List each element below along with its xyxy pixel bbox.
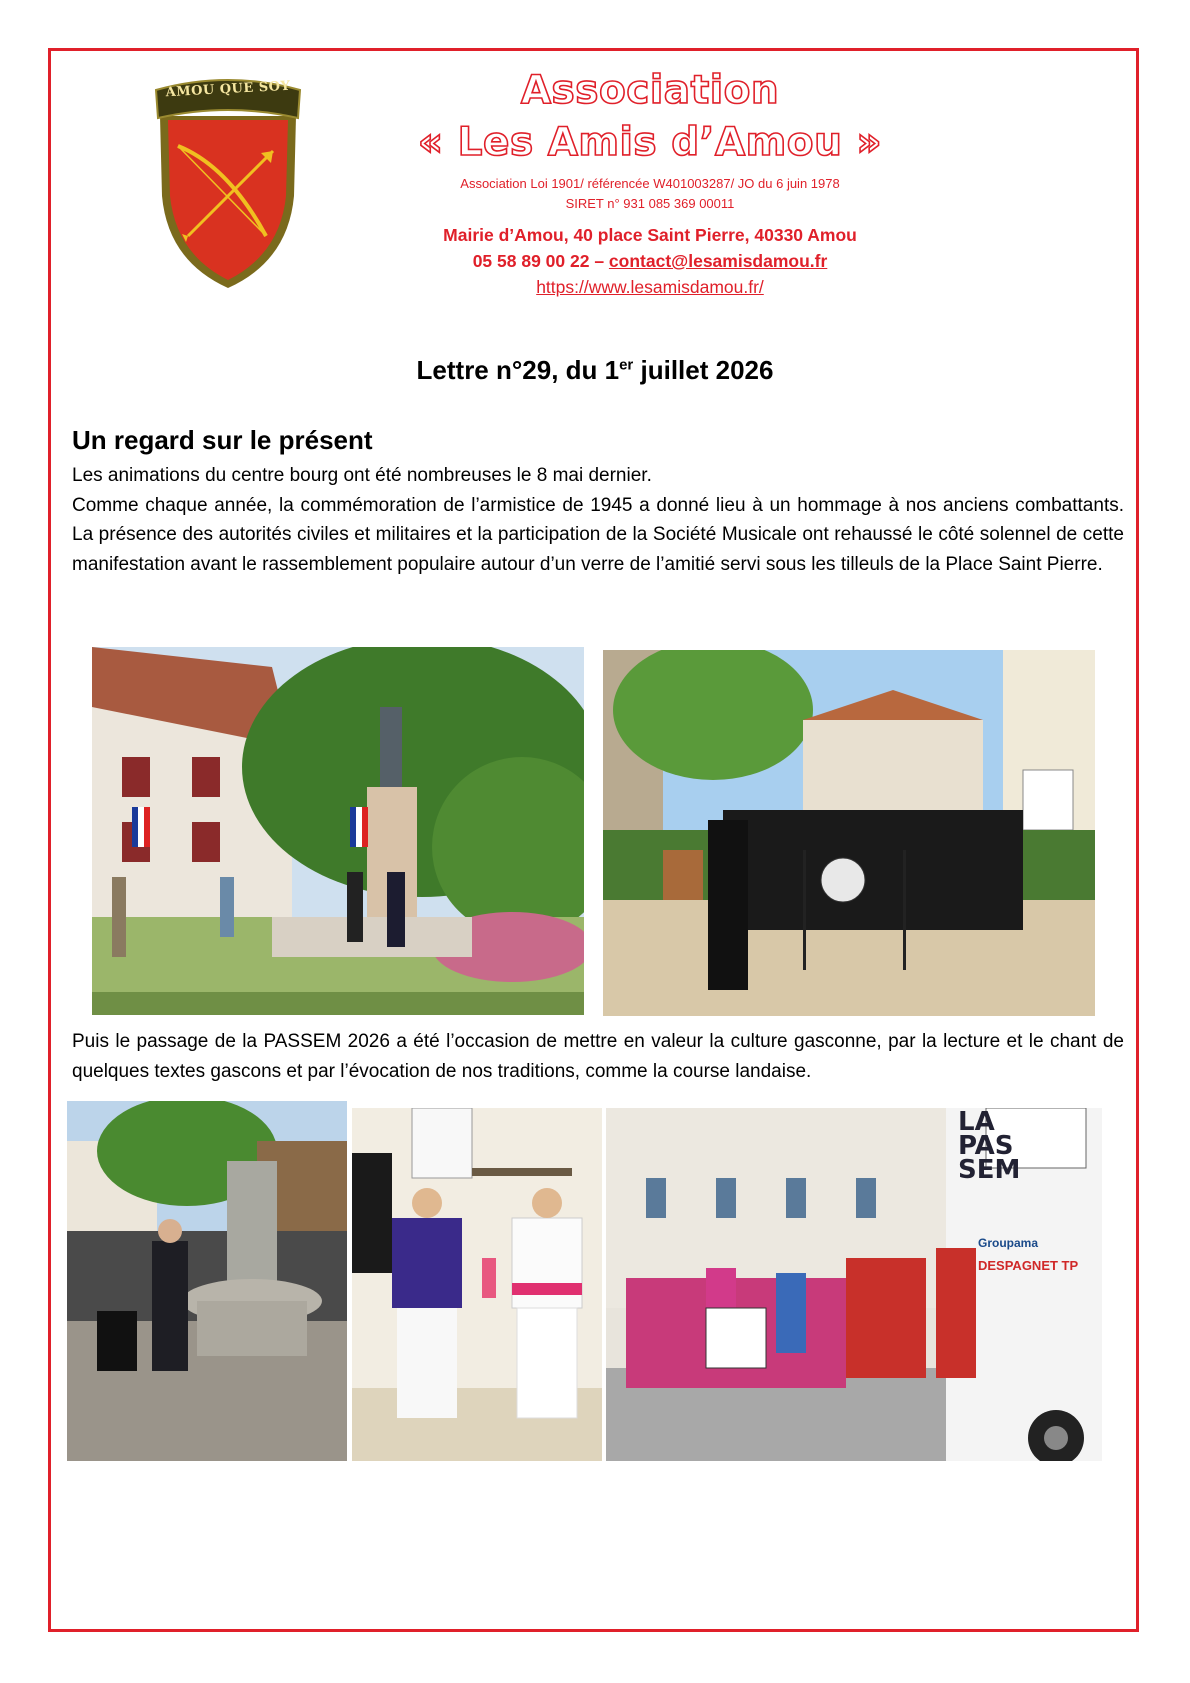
passem-banner-line1: LA: [958, 1108, 995, 1137]
association-name: « Les Amis d’Amou »: [417, 120, 883, 165]
paragraph-1-body: Comme chaque année, la commémoration de l’armistice de 1945 a donné lieu à un hommage à nos anciens combattants. La présence des autorités civiles et militaires et la participation de la Société Musicale ont rehaussé le côté solennel de cette manifestation avant le rassemblement populaire autour d’un verre de l’amitié servi sous les tilleuls de la Place Saint Pierre.: [72, 494, 1124, 575]
photo-passem-run: [606, 1108, 1102, 1461]
paragraph-1-line1: Les animations du centre bourg ont été nombreuses le 8 mai dernier.: [72, 465, 652, 486]
photo-marching-band: [603, 650, 1095, 1016]
sponsor-despagnet: DESPAGNET TP: [978, 1258, 1079, 1273]
passem-banner-line2: PAS: [958, 1131, 1014, 1161]
passem-banner: [958, 1108, 1021, 1185]
postal-address: Mairie d’Amou, 40 place Saint Pierre, 40330 Amou: [443, 225, 857, 245]
photo-gascon-costumes: [352, 1108, 602, 1461]
website-link[interactable]: https://www.lesamisdamou.fr/: [536, 277, 764, 297]
association-crest-logo: [148, 76, 308, 294]
section-title: Un regard sur le présent: [72, 425, 373, 455]
association-header: [400, 66, 900, 300]
siret-info: SIRET n° 931 085 369 00011: [565, 196, 735, 211]
photo-commemoration: [92, 647, 584, 1015]
contact-line: [400, 248, 900, 274]
crest-motto: AMOU QUE SOY: [165, 78, 291, 101]
paragraph-1: [72, 461, 1124, 579]
association-title: Association: [520, 68, 780, 113]
photo-fountain-reading: [67, 1101, 347, 1461]
passem-banner-line3: SEM: [958, 1155, 1021, 1185]
paragraph-2: Puis le passage de la PASSEM 2026 a été l’occasion de mettre en valeur la culture gasconne, par la lecture et le chant de quelques textes gascons et par l’évocation de nos traditions, comme la course landaise.: [72, 1031, 1124, 1082]
letter-title-sup: er: [619, 356, 634, 374]
phone-number: 05 58 89 00 22 –: [472, 251, 609, 271]
letter-title-date: juillet 2026: [633, 355, 774, 385]
letter-title: [0, 355, 1190, 386]
letter-title-main: Lettre n°29, du 1: [416, 355, 620, 385]
legal-info: Association Loi 1901/ référencée W401003287/ JO du 6 juin 1978: [460, 176, 840, 191]
email-link[interactable]: contact@lesamisdamou.fr: [608, 251, 828, 271]
sponsor-groupama: Groupama: [978, 1236, 1039, 1250]
